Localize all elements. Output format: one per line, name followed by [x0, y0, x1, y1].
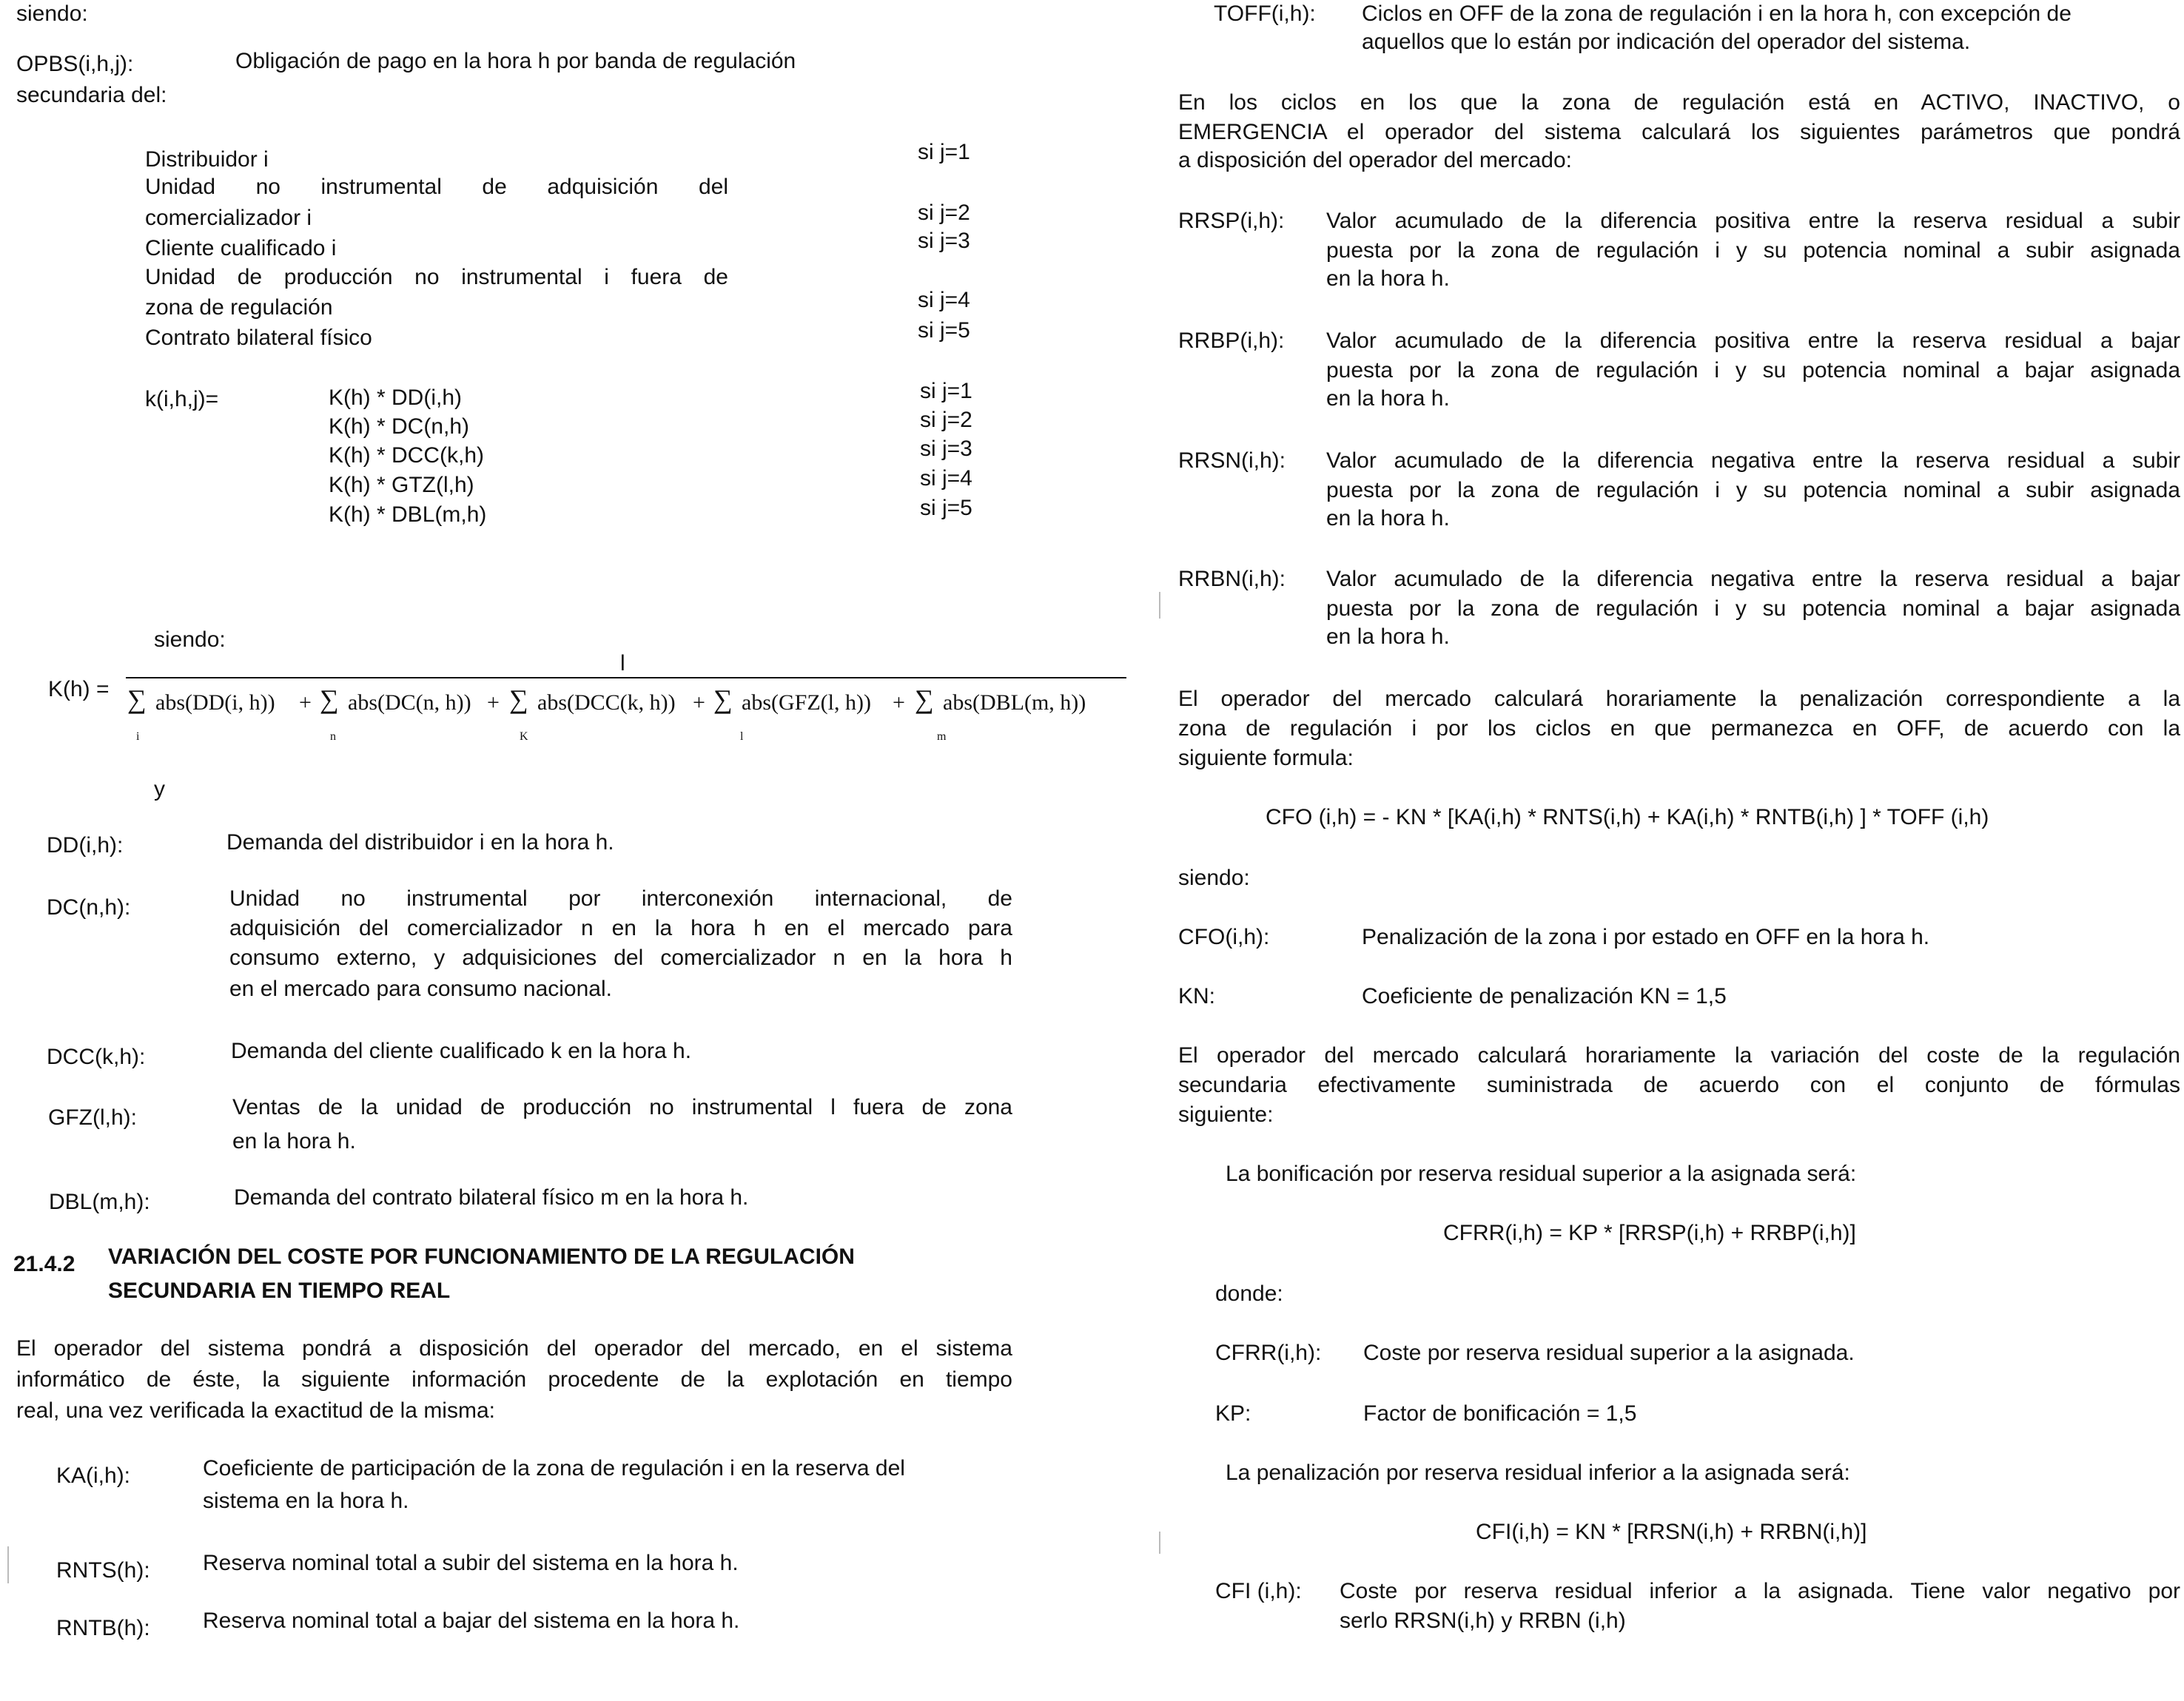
fraction-bar	[126, 677, 1126, 678]
sum-symbol: ∑	[915, 684, 934, 714]
def-term: DBL(m,h):	[49, 1190, 150, 1214]
def-term: CFO(i,h):	[1178, 925, 1270, 949]
def-desc: Coeficiente de penalización KN = 1,5	[1362, 984, 1727, 1008]
k-formula: K(h) * DCC(k,h)	[329, 443, 485, 468]
paragraph-line: El operador del mercado calculará horariamente la variación del coste de la regulación	[1178, 1043, 2180, 1068]
def-desc: en la hora h.	[1326, 506, 1450, 530]
case-condition: si j=3	[918, 229, 970, 253]
k-label: k(i,h,j)=	[145, 387, 219, 411]
sum-term: abs(DD(i, h))	[155, 690, 275, 715]
kh-numerator: l	[620, 651, 625, 676]
sum-symbol: ∑	[713, 684, 733, 714]
siendo-label: siendo:	[154, 627, 226, 652]
k-condition: si j=2	[920, 408, 972, 432]
def-term: RNTS(h):	[56, 1558, 150, 1583]
def-desc: consumo externo, y adquisiciones del comercializador n en la hora h	[229, 946, 1012, 970]
paragraph-line: siguiente formula:	[1178, 746, 1354, 770]
opbs-term: OPBS(i,h,j):	[16, 52, 134, 76]
def-desc: en la hora h.	[232, 1129, 356, 1153]
def-desc: Coste por reserva residual inferior a la asignada. Tiene valor negativo por	[1340, 1579, 2180, 1603]
k-condition: si j=4	[920, 466, 972, 491]
opbs-desc-line: secundaria del:	[16, 83, 167, 107]
bonification-intro: La bonificación por reserva residual superior a la asignada será:	[1226, 1162, 1857, 1186]
def-desc: Coeficiente de participación de la zona de regulación i en la reserva del	[203, 1456, 905, 1481]
plus-sign: +	[693, 690, 705, 715]
plus-sign: +	[487, 690, 500, 715]
def-desc: Demanda del cliente cualificado k en la hora h.	[231, 1039, 692, 1063]
paragraph-line: EMERGENCIA el operador del sistema calculará los siguientes parámetros que pondrá	[1178, 120, 2180, 144]
case-condition: si j=5	[918, 318, 970, 343]
def-desc: puesta por la zona de regulación i y su potencia nominal a subir asignada	[1326, 478, 2180, 502]
k-formula: K(h) * DC(n,h)	[329, 414, 470, 439]
def-desc: Penalización de la zona i por estado en OFF en la hora h.	[1362, 925, 1930, 949]
paragraph-line: zona de regulación i por los ciclos en que permanezca en OFF, de acuerdo con la	[1178, 716, 2180, 741]
sum-symbol: ∑	[127, 684, 147, 714]
case-condition: si j=2	[918, 201, 970, 225]
opbs-desc-line: Obligación de pago en la hora h por banda de regulación	[235, 49, 796, 73]
def-desc: Unidad no instrumental por interconexión internacional, de	[229, 886, 1012, 911]
section-title-line: VARIACIÓN DEL COSTE POR FUNCIONAMIENTO DE LA REGULACIÓN	[108, 1244, 855, 1269]
paragraph-line: a disposición del operador del mercado:	[1178, 148, 1572, 172]
cfi-formula: CFI(i,h) = KN * [RRSN(i,h) + RRBN(i,h)]	[1476, 1520, 1867, 1544]
donde-label: donde:	[1215, 1281, 1283, 1306]
scan-mark	[7, 1546, 9, 1583]
def-desc: Reserva nominal total a bajar del sistema en la hora h.	[203, 1609, 740, 1633]
siendo-label: siendo:	[1178, 866, 1250, 890]
case-label: comercializador i	[145, 206, 312, 230]
paragraph-line: El operador del sistema pondrá a disposición del operador del mercado, en el sistema	[16, 1336, 1012, 1361]
def-term: KN:	[1178, 984, 1216, 1008]
def-desc: Ciclos en OFF de la zona de regulación i en la hora h, con excepción de	[1362, 1, 2072, 26]
case-label: Unidad de producción no instrumental i fuera de	[145, 265, 728, 289]
def-term: DC(n,h):	[47, 895, 131, 920]
sum-index: l	[740, 730, 744, 743]
def-desc: Factor de bonificación = 1,5	[1363, 1401, 1637, 1426]
def-desc: puesta por la zona de regulación i y su potencia nominal a bajar asignada	[1326, 358, 2180, 383]
paragraph-line: secundaria efectivamente suministrada de acuerdo con el conjunto de fórmulas	[1178, 1073, 2180, 1097]
def-term: KA(i,h):	[56, 1463, 131, 1488]
def-term: DD(i,h):	[47, 833, 124, 858]
def-desc: en el mercado para consumo nacional.	[229, 977, 612, 1001]
case-label: Distribuidor i	[145, 147, 269, 172]
def-desc: Valor acumulado de la diferencia positiva entre la reserva residual a bajar	[1326, 329, 2180, 353]
case-condition: si j=1	[918, 140, 970, 164]
cfrr-formula: CFRR(i,h) = KP * [RRSP(i,h) + RRBP(i,h)]	[1443, 1221, 1856, 1245]
paragraph-line: En los ciclos en los que la zona de regulación está en ACTIVO, INACTIVO, o	[1178, 90, 2180, 115]
def-desc: en la hora h.	[1326, 624, 1450, 649]
def-term: RRBP(i,h):	[1178, 329, 1285, 353]
sum-term: abs(DBL(m, h))	[943, 690, 1086, 715]
paragraph-line: El operador del mercado calculará horariamente la penalización correspondiente a la	[1178, 687, 2180, 711]
def-desc: aquellos que lo están por indicación del operador del sistema.	[1362, 30, 1971, 54]
def-term: RNTB(h):	[56, 1616, 150, 1640]
sum-index: m	[937, 730, 947, 743]
k-formula: K(h) * GTZ(l,h)	[329, 473, 474, 497]
def-desc: en la hora h.	[1326, 266, 1450, 291]
cfo-formula: CFO (i,h) = - KN * [KA(i,h) * RNTS(i,h) + KA(i,h) * RNTB(i,h) ] * TOFF (i,h)	[1266, 805, 1989, 829]
sum-term: abs(DCC(k, h))	[537, 690, 676, 715]
def-term: GFZ(l,h):	[48, 1105, 137, 1130]
kh-lhs: K(h) =	[48, 677, 110, 701]
plus-sign: +	[299, 690, 312, 715]
sum-index: K	[520, 730, 528, 743]
y-conjunction: y	[154, 777, 165, 801]
k-formula: K(h) * DD(i,h)	[329, 385, 463, 410]
case-label: zona de regulación	[145, 295, 333, 320]
penalty-intro: La penalización por reserva residual inferior a la asignada será:	[1226, 1461, 1850, 1485]
def-term: CFRR(i,h):	[1215, 1341, 1322, 1365]
def-desc: serlo RRSN(i,h) y RRBN (i,h)	[1340, 1609, 1626, 1633]
def-desc: Reserva nominal total a subir del sistema en la hora h.	[203, 1551, 739, 1575]
def-desc: Demanda del distribuidor i en la hora h.	[226, 830, 614, 855]
section-title-line: SECUNDARIA EN TIEMPO REAL	[108, 1279, 451, 1303]
def-desc: adquisición del comercializador n en la hora h en el mercado para	[229, 916, 1012, 940]
def-desc: Valor acumulado de la diferencia negativa entre la reserva residual a subir	[1326, 448, 2180, 473]
def-desc: Valor acumulado de la diferencia positiva entre la reserva residual a subir	[1326, 209, 2180, 233]
case-label: Contrato bilateral físico	[145, 326, 372, 350]
case-condition: si j=4	[918, 288, 970, 312]
scan-mark	[1159, 592, 1160, 619]
def-term: RRSN(i,h):	[1178, 448, 1286, 473]
k-formula: K(h) * DBL(m,h)	[329, 502, 487, 527]
plus-sign: +	[893, 690, 905, 715]
k-condition: si j=1	[920, 379, 972, 403]
case-label: Cliente cualificado i	[145, 236, 337, 260]
def-desc: puesta por la zona de regulación i y su potencia nominal a subir asignada	[1326, 238, 2180, 263]
case-label: Unidad no instrumental de adquisición del	[145, 175, 728, 199]
paragraph-line: real, una vez verificada la exactitud de la misma:	[16, 1398, 495, 1423]
def-desc: Valor acumulado de la diferencia negativa entre la reserva residual a bajar	[1326, 567, 2180, 591]
paragraph-line: siguiente:	[1178, 1102, 1274, 1127]
def-desc: Coste por reserva residual superior a la asignada.	[1363, 1341, 1855, 1365]
sum-term: abs(DC(n, h))	[348, 690, 471, 715]
def-desc: en la hora h.	[1326, 386, 1450, 411]
siendo-label: siendo:	[16, 1, 88, 26]
section-number: 21.4.2	[13, 1252, 75, 1276]
def-desc: sistema en la hora h.	[203, 1489, 409, 1513]
scan-mark	[1159, 1532, 1160, 1554]
def-term: RRBN(i,h):	[1178, 567, 1286, 591]
sum-symbol: ∑	[320, 684, 339, 714]
k-condition: si j=3	[920, 437, 972, 461]
def-term: DCC(k,h):	[47, 1045, 146, 1069]
def-term: KP:	[1215, 1401, 1251, 1426]
def-desc: Demanda del contrato bilateral físico m en la hora h.	[234, 1185, 749, 1210]
sum-symbol: ∑	[509, 684, 528, 714]
k-condition: si j=5	[920, 496, 972, 520]
def-desc: puesta por la zona de regulación i y su potencia nominal a bajar asignada	[1326, 596, 2180, 621]
def-desc: Ventas de la unidad de producción no instrumental l fuera de zona	[232, 1095, 1012, 1119]
sum-index: n	[330, 730, 336, 743]
def-term: RRSP(i,h):	[1178, 209, 1285, 233]
sum-term: abs(GFZ(l, h))	[742, 690, 871, 715]
sum-index: i	[136, 730, 140, 743]
def-term: TOFF(i,h):	[1214, 1, 1316, 26]
def-term: CFI (i,h):	[1215, 1579, 1302, 1603]
paragraph-line: informático de éste, la siguiente información procedente de la explotación en tiempo	[16, 1367, 1012, 1392]
